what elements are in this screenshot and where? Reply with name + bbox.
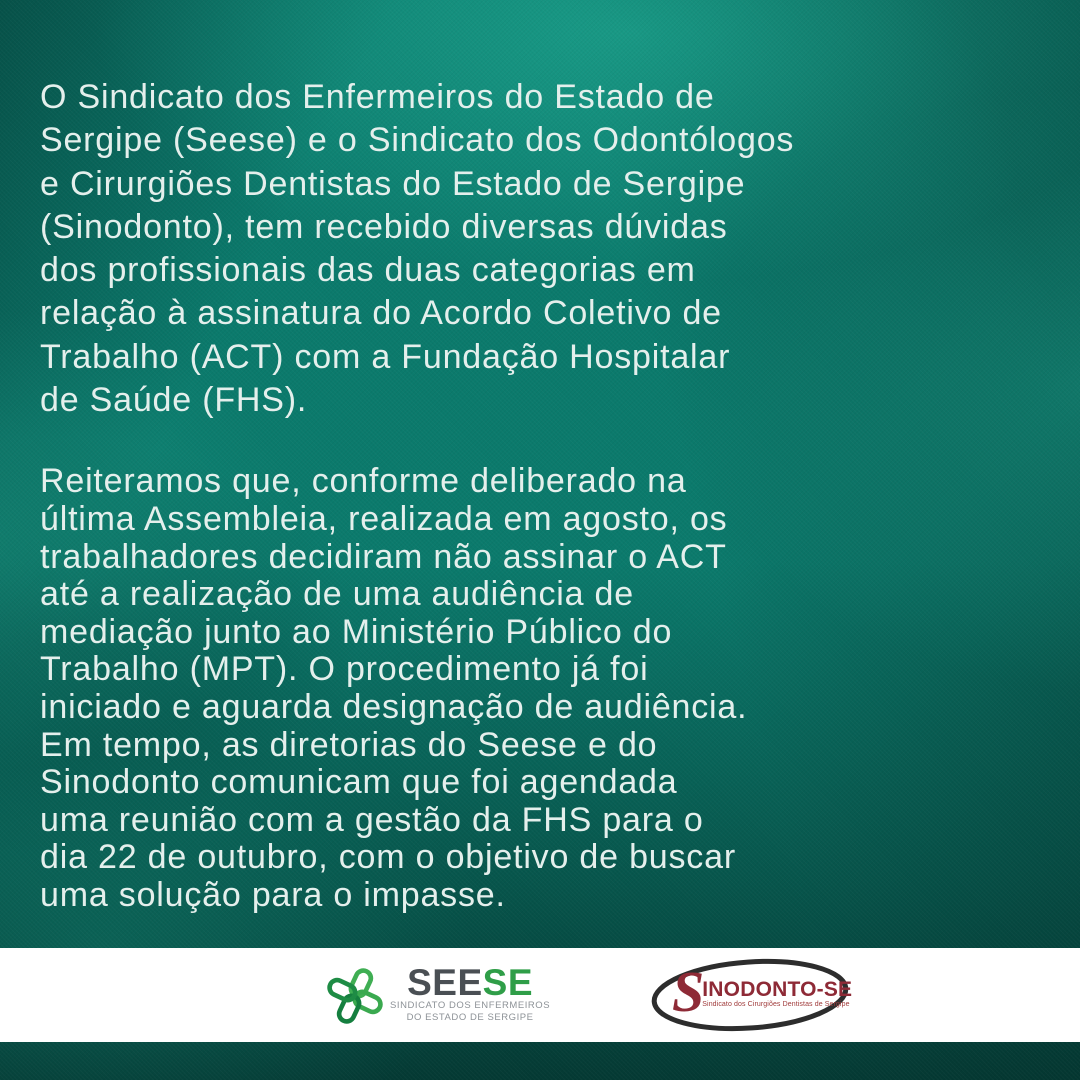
paragraph-2 — [40, 463, 1050, 914]
text-line: Trabalho (MPT). O procedimento já foi — [40, 650, 649, 689]
sinodonto-initial: S — [672, 959, 705, 1024]
text-line: Sinodonto comunicam que foi agendada — [40, 763, 678, 802]
text-line: até a realização de uma audiência de — [40, 575, 634, 614]
text-line: de Saúde (FHS). — [40, 381, 308, 420]
seese-subtitle-line2: DO ESTADO DE SERGIPE — [406, 1012, 534, 1023]
seese-clover-icon — [326, 967, 384, 1025]
sinodonto-subtitle: Sindicato dos Cirurgiões Dentistas de Sergipe — [702, 1001, 850, 1008]
seese-subtitle-line1: SINDICATO DOS ENFERMEIROS — [390, 1000, 551, 1011]
seese-logo — [326, 948, 550, 1042]
text-line: Trabalho (ACT) com a Fundação Hospitalar — [40, 337, 731, 376]
sinodonto-text-column — [702, 979, 852, 1009]
text-line: O Sindicato dos Enfermeiros do Estado de — [40, 78, 715, 116]
text-line: uma reunião com a gestão da FHS para o — [40, 800, 704, 839]
text-line: última Assembleia, realizada em agosto, os — [40, 499, 728, 538]
text-line: dia 22 de outubro, com o objetivo de buscar — [40, 838, 736, 877]
sinodonto-name: INODONTO-SE — [702, 978, 853, 1001]
text-line: uma solução para o impasse. — [40, 875, 506, 914]
text-line: dos profissionais das duas categorias em — [40, 251, 696, 290]
text-line: Reiteramos que, conforme deliberado na — [40, 462, 687, 501]
announcement-text — [40, 76, 1050, 915]
text-line: trabalhadores decidiram não assinar o ACT — [40, 537, 727, 576]
text-line: (Sinodonto), tem recebido diversas dúvidas — [40, 207, 728, 246]
text-line: e Cirurgiões Dentistas do Estado de Sergipe — [40, 164, 746, 203]
seese-wordmark-green: SE — [482, 962, 534, 1003]
seese-wordmark — [407, 962, 534, 1003]
text-line: mediação junto ao Ministério Público do — [40, 612, 673, 651]
text-line: Sergipe (Seese) e o Sindicato dos Odontólogos — [40, 121, 795, 160]
sinodonto-inner — [672, 959, 853, 1024]
seese-wordmark-gray: SEE — [407, 962, 483, 1003]
footer-logo-band — [0, 948, 1080, 1042]
text-line: relação à assinatura do Acordo Coletivo de — [40, 294, 722, 333]
seese-text-column — [390, 962, 551, 1024]
text-line: iniciado e aguarda designação de audiência. — [40, 687, 748, 726]
sinodonto-logo — [650, 959, 853, 1031]
text-line: Em tempo, as diretorias do Seese e do — [40, 725, 658, 764]
paragraph-1 — [40, 76, 1050, 422]
